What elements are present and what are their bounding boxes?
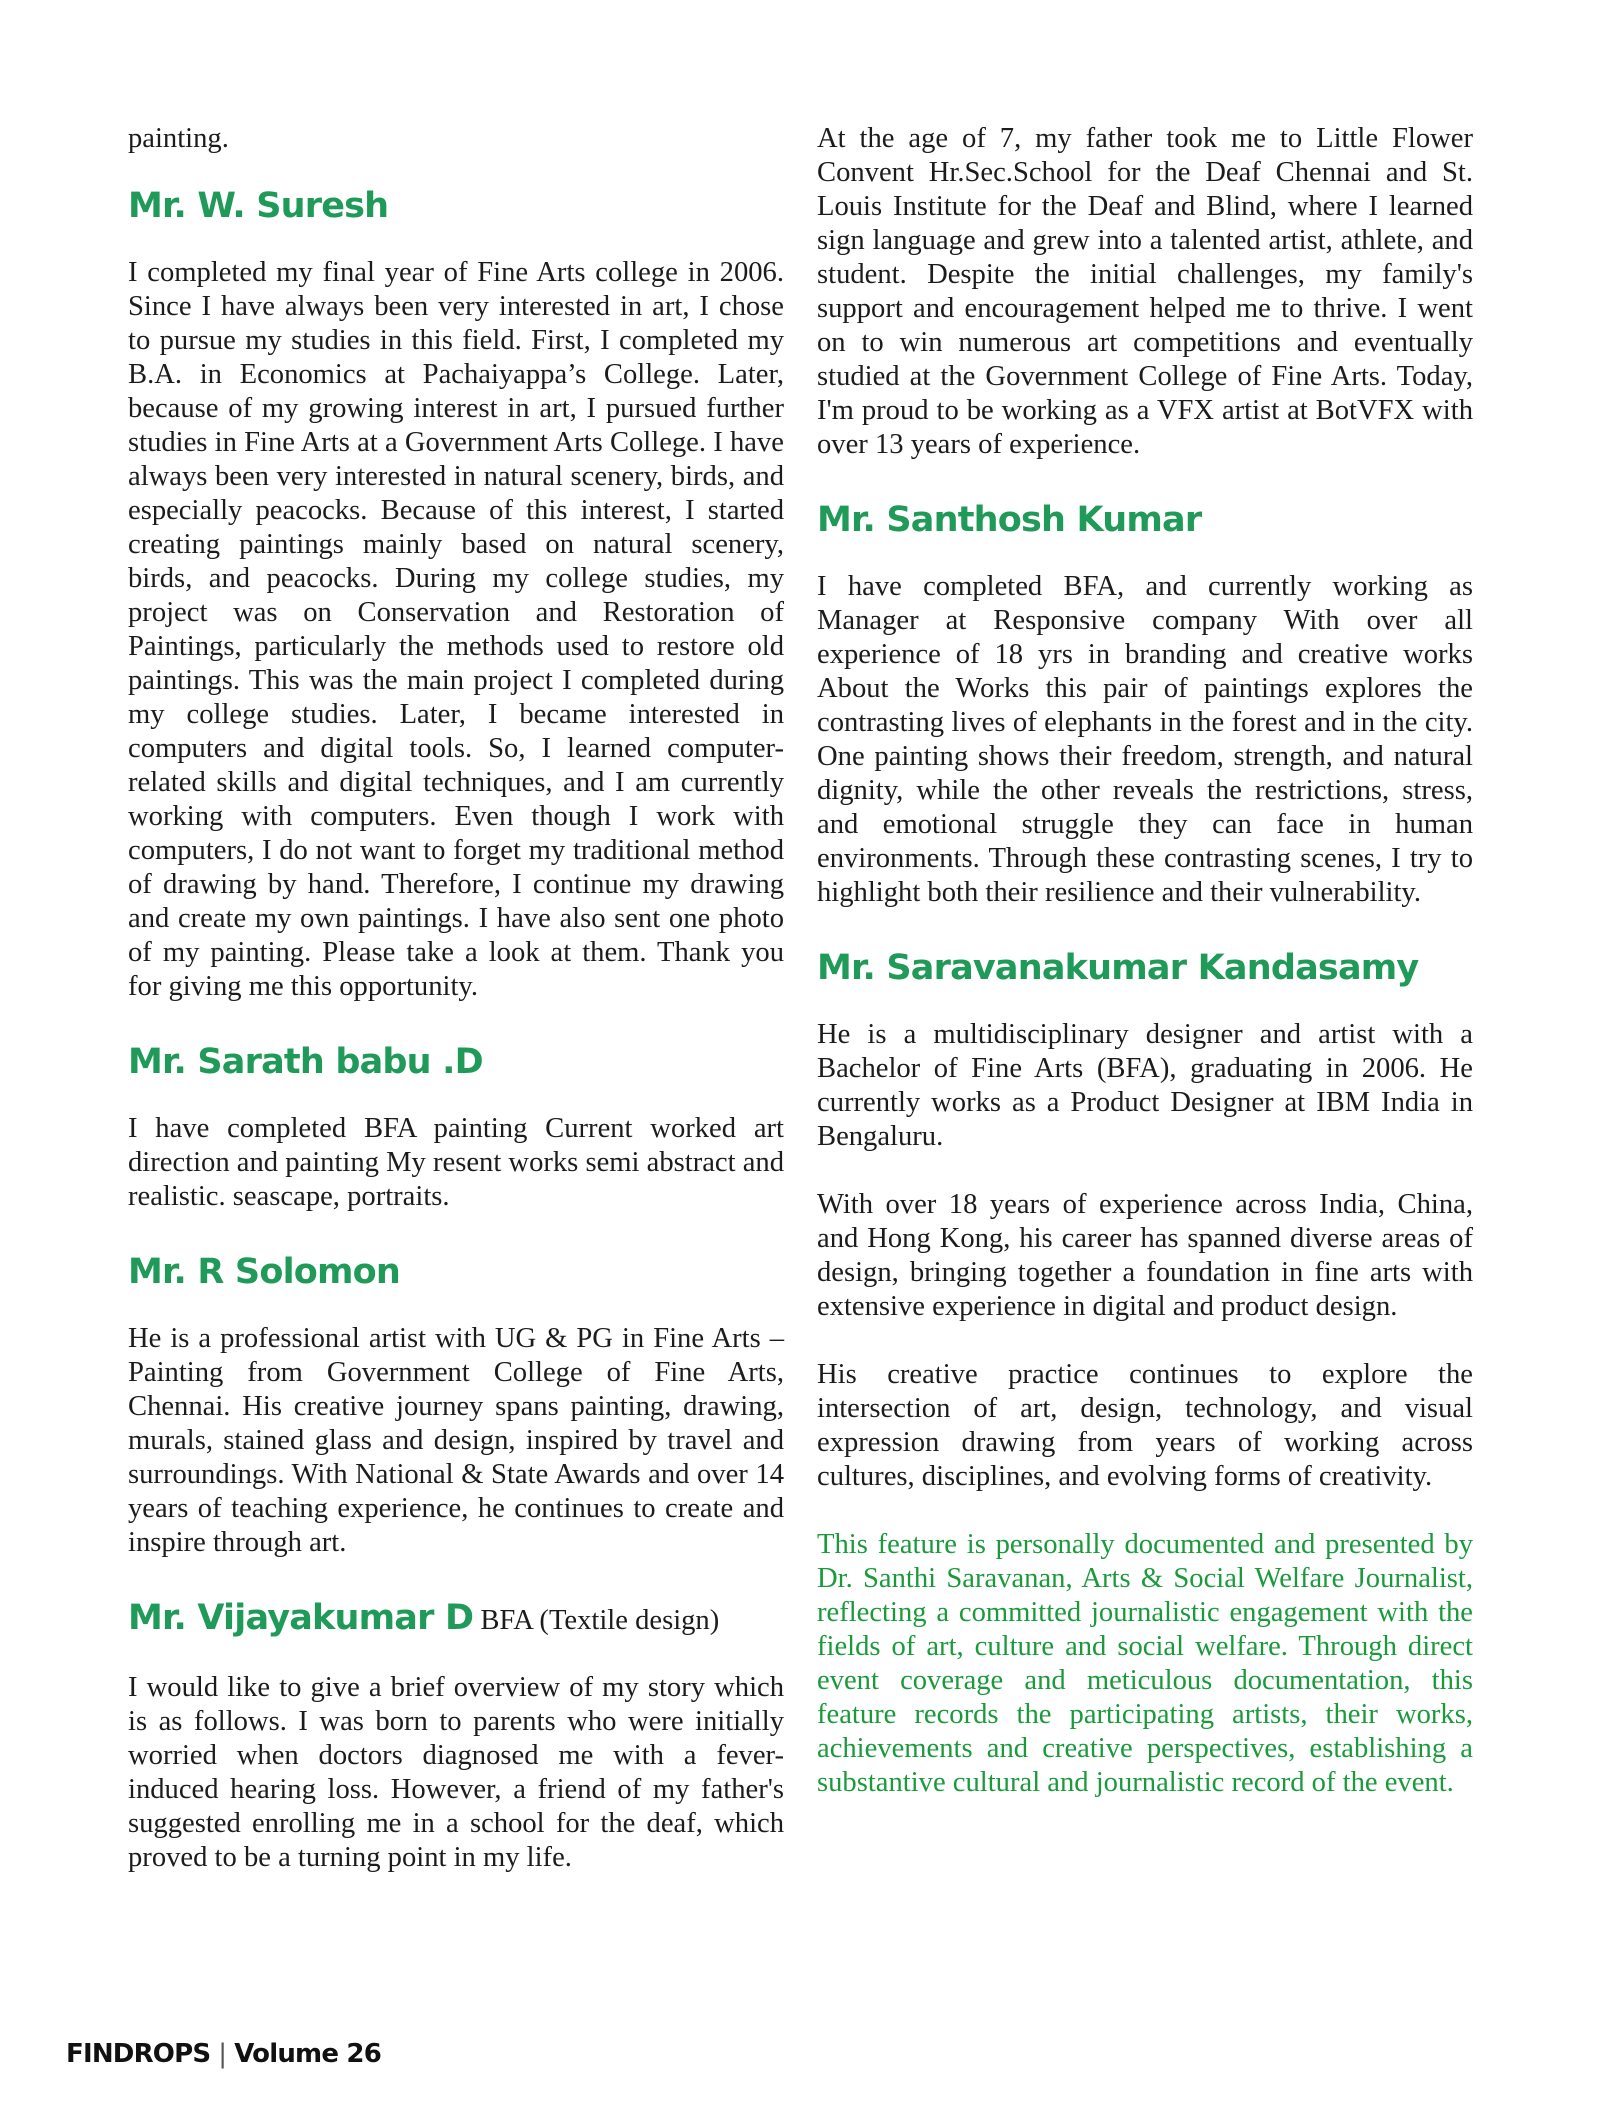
name-vijayakumar: Mr. Vijayakumar D (128, 1598, 474, 1638)
heading-vijayakumar (128, 1596, 784, 1643)
feature-credit: This feature is personally documented and presented by Dr. Santhi Saravanan, Arts & Social Welfare Journalist, reflecting a committed journalistic engagement with the fields of art, culture and social welfare. Through direct event coverage and meticulous documentation, this feature records the participating artists, their works, achievements and creative perspectives, establishing a substantive cultural and journalistic record of the event. (817, 1529, 1473, 1798)
bio-sarath: I have completed BFA painting Current worked art direction and painting My resent works semi abstract and realistic. seascape, portraits. (128, 1113, 784, 1212)
footer-brand: FINDROPS (66, 2039, 211, 2069)
bio-saravanakumar-p1: He is a multidisciplinary designer and artist with a Bachelor of Fine Arts (BFA), graduating in 2006. He currently works as a Product Designer at IBM India in Bengaluru. (817, 1019, 1473, 1152)
right-column (817, 118, 1473, 1800)
heading-santhosh: Mr. Santhosh Kumar (817, 500, 1202, 540)
qualification-vijayakumar: BFA (Textile design) (473, 1605, 720, 1636)
continued-text: painting. (128, 123, 229, 154)
left-column (128, 118, 784, 1875)
heading-sarath: Mr. Sarath babu .D (128, 1042, 483, 1082)
heading-saravanakumar: Mr. Saravanakumar Kandasamy (817, 948, 1419, 988)
footer-volume: Volume 26 (234, 2039, 381, 2069)
bio-vijayakumar: I would like to give a brief overview of my story which is as follows. I was born to parents who were initially worried when doctors diagnosed me with a fever-induced hearing loss. However, a friend of my father's suggested enrolling me in a school for the deaf, which proved to be a turning point in my life. (128, 1672, 784, 1873)
footer-separator: | (218, 2039, 227, 2069)
bio-saravanakumar-p2: With over 18 years of experience across India, China, and Hong Kong, his career has spanned diverse areas of design, bringing together a foundation in fine arts with extensive experience in digital and product design. (817, 1189, 1473, 1322)
bio-vijayakumar-continued: At the age of 7, my father took me to Little Flower Convent Hr.Sec.School for the Deaf Chennai and St. Louis Institute for the Deaf and Blind, where I learned sign language and grew into a talented artist, athlete, and student. Despite the initial challenges, my family's support and encouragement helped me to thrive. I went on to win numerous art competitions and eventually studied at the Government College of Fine Arts. Today, I'm proud to be working as a VFX artist at BotVFX with over 13 years of experience. (817, 123, 1473, 460)
bio-suresh: I completed my final year of Fine Arts college in 2006. Since I have always been very interested in art, I chose to pursue my studies in this field. First, I completed my B.A. in Economics at Pachaiyappa’s College. Later, because of my growing interest in art, I pursued further studies in Fine Arts at a Government Arts College. I have always been very interested in natural scenery, birds, and especially peacocks. Because of this interest, I started creating paintings mainly based on natural scenery, birds, and peacocks. During my college studies, my project was on Conservation and Restoration of Paintings, particularly the methods used to restore old paintings. This was the main project I completed during my college studies. Later, I became interested in computers and digital tools. So, I learned computer-related skills and digital techniques, and I am currently working with computers. Even though I work with computers, I do not want to forget my traditional method of drawing by hand. Therefore, I continue my drawing and create my own paintings. I have also sent one photo of my painting. Please take a look at them. Thank you for giving me this opportunity. (128, 257, 784, 1002)
bio-solomon: He is a professional artist with UG & PG in Fine Arts – Painting from Government College of Fine Arts, Chennai. His creative journey spans painting, drawing, murals, stained glass and design, inspired by travel and surroundings. With National & State Awards and over 14 years of teaching experience, he continues to create and inspire through art. (128, 1323, 784, 1558)
page-footer (66, 2036, 381, 2072)
bio-santhosh: I have completed BFA, and currently working as Manager at Responsive company With over all experience of 18 yrs in branding and creative works About the Works this pair of paintings explores the contrasting lives of elephants in the forest and in the city. One painting shows their freedom, strength, and natural dignity, while the other reveals the restrictions, stress, and emotional struggle they can face in human environments. Through these contrasting scenes, I try to highlight both their resilience and their vulnerability. (817, 571, 1473, 908)
heading-suresh: Mr. W. Suresh (128, 186, 389, 226)
heading-solomon: Mr. R Solomon (128, 1252, 401, 1292)
bio-saravanakumar-p3: His creative practice continues to explore the intersection of art, design, technology, and visual expression drawing from years of working across cultures, disciplines, and evolving forms of creativity. (817, 1359, 1473, 1492)
